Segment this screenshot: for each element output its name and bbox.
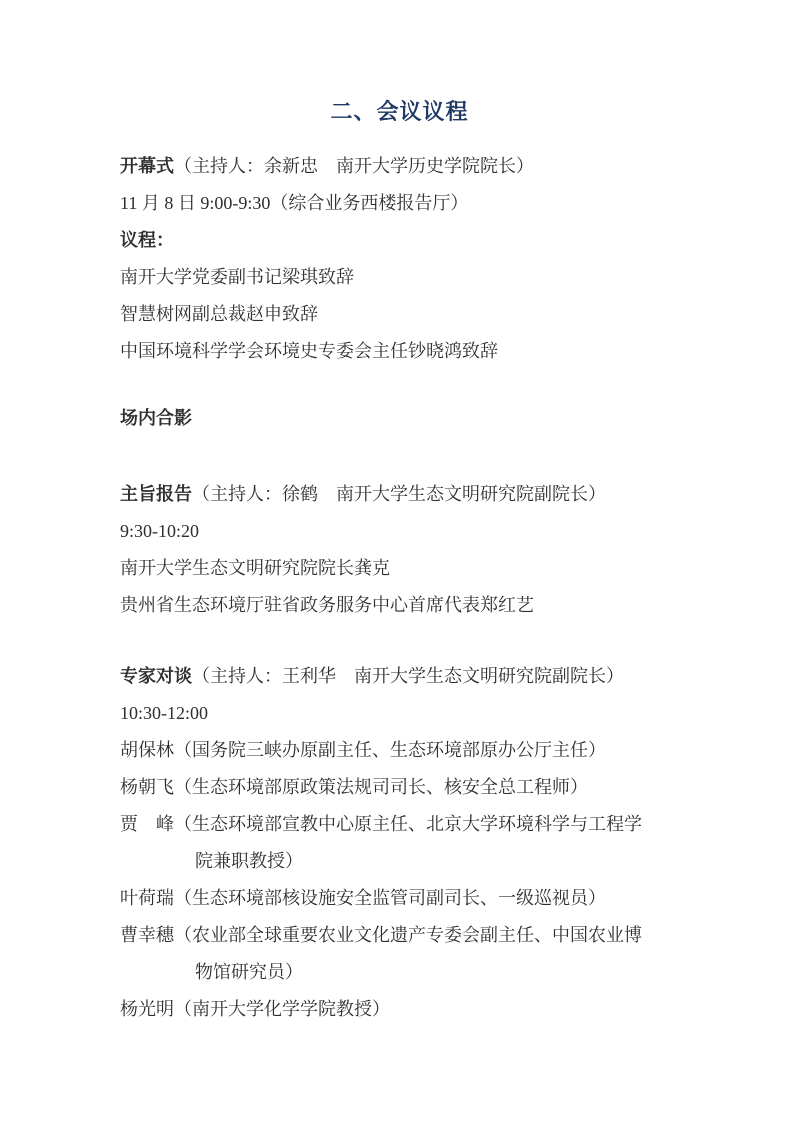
- opening-datetime: 11 月 8 日 9:00-9:30（综合业务西楼报告厅）: [120, 193, 469, 213]
- panel-speaker: 杨朝飞（生态环境部原政策法规司司长、核安全总工程师）: [120, 777, 588, 797]
- panel-speaker: 曹幸穗（农业部全球重要农业文化遗产专委会副主任、中国农业博: [120, 925, 642, 945]
- panel-speaker: 胡保林（国务院三峡办原副主任、生态环境部原办公厅主任）: [120, 740, 606, 760]
- keynote-time: 9:30-10:20: [120, 521, 199, 541]
- agenda-item: 南开大学党委副书记梁琪致辞: [120, 267, 354, 287]
- panel-host: （主持人：王利华 南开大学生态文明研究院副院长）: [192, 666, 624, 686]
- opening-host: （主持人：余新忠 南开大学历史学院院长）: [174, 156, 534, 176]
- agenda-item: 智慧树网副总裁赵申致辞: [120, 304, 318, 324]
- panel-speaker: 叶荷瑞（生态环境部核设施安全监管司副司长、一级巡视员）: [120, 888, 606, 908]
- panel-speaker-continuation: 院兼职教授）: [195, 851, 303, 871]
- keynote-speaker: 南开大学生态文明研究院院长龚克: [120, 558, 390, 578]
- panel-speaker: 杨光明（南开大学化学学院教授）: [120, 999, 390, 1019]
- panel-heading: 专家对谈: [120, 666, 192, 686]
- group-photo-heading: 场内合影: [120, 408, 192, 428]
- agenda-content: [120, 148, 699, 1028]
- page-title: 二、会议议程: [330, 99, 469, 124]
- keynote-host: （主持人：徐鹤 南开大学生态文明研究院副院长）: [192, 484, 606, 504]
- panel-speaker-continuation: 物馆研究员）: [195, 962, 303, 982]
- panel-time: 10:30-12:00: [120, 703, 208, 723]
- keynote-speaker: 贵州省生态环境厅驻省政务服务中心首席代表郑红艺: [120, 595, 534, 615]
- opening-heading-line: [120, 148, 699, 185]
- opening-heading: 开幕式: [120, 156, 174, 176]
- panel-heading-line: [120, 658, 699, 695]
- agenda-item: 中国环境科学学会环境史专委会主任钞晓鸿致辞: [120, 341, 498, 361]
- panel-speaker: 贾 峰（生态环境部宣教中心原主任、北京大学环境科学与工程学: [120, 814, 642, 834]
- schedule-label: 议程：: [120, 230, 174, 250]
- keynote-heading: 主旨报告: [120, 484, 192, 504]
- keynote-heading-line: [120, 476, 699, 513]
